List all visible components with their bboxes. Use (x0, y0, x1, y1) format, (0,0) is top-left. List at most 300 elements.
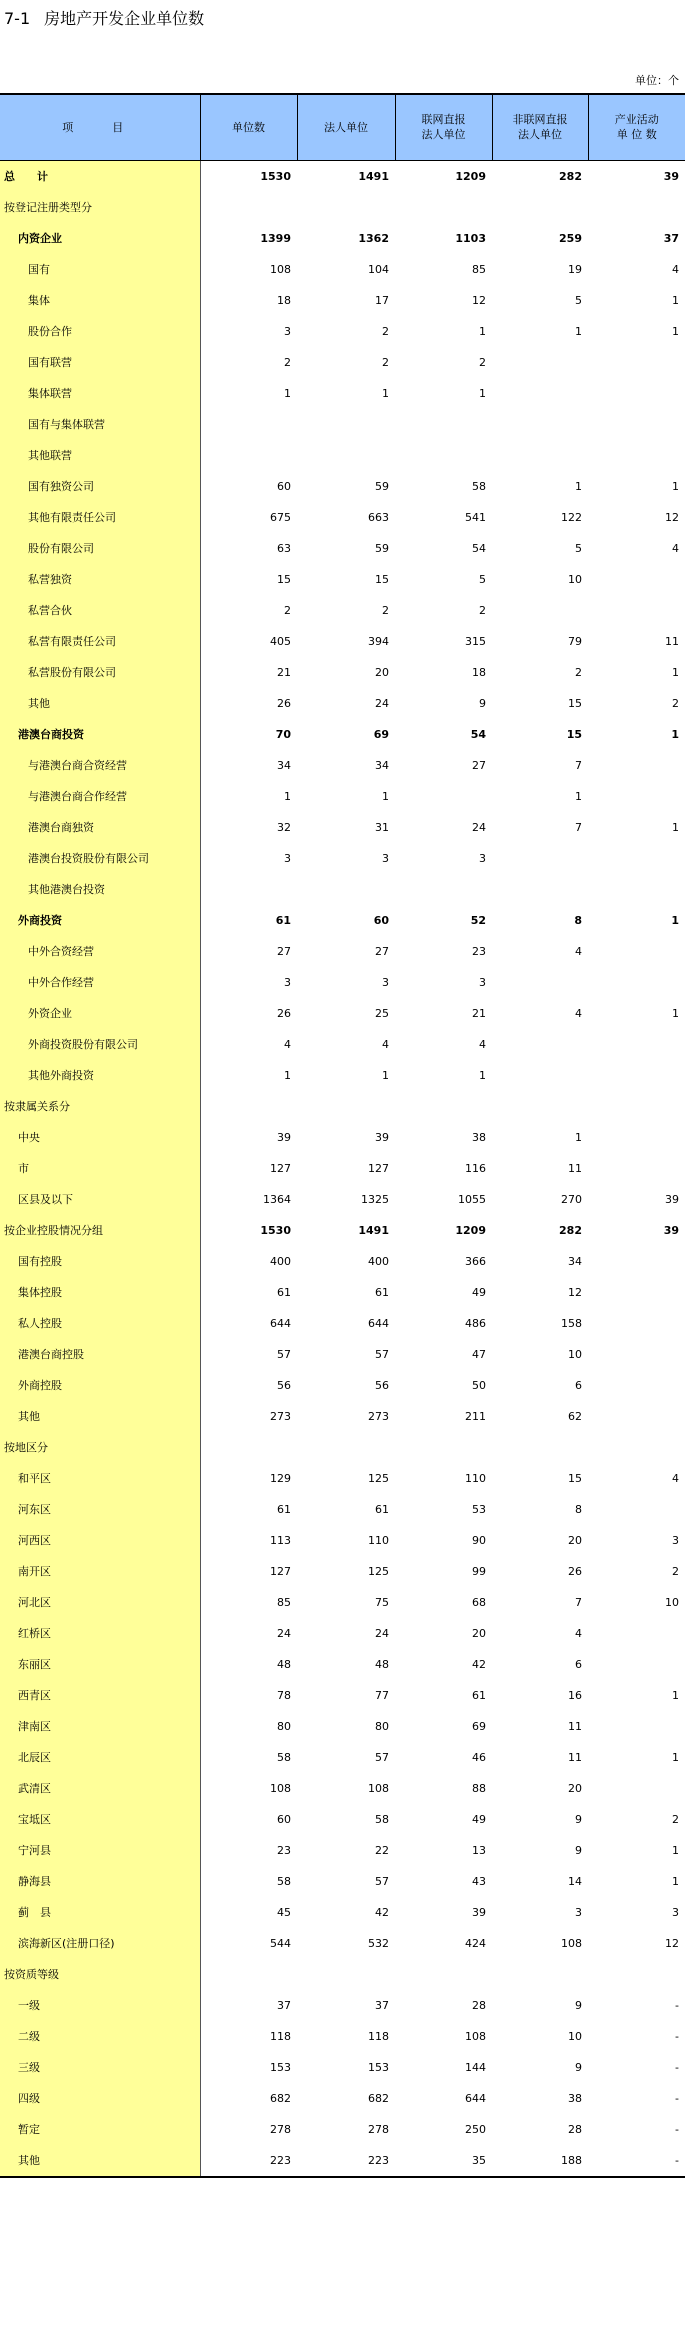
cell-value: 400 (368, 1254, 389, 1268)
row-label: 武清区 (0, 1773, 200, 1804)
cell-value: 37 (375, 1998, 389, 2012)
cell-value: 2 (672, 1812, 679, 1826)
cell-value: 19 (568, 262, 582, 276)
cell-value: 25 (375, 1006, 389, 1020)
cell-value: 1 (284, 1068, 291, 1082)
cell-value: 43 (472, 1874, 486, 1888)
cell-value: 11 (568, 1161, 582, 1175)
row-label: 暂定 (0, 2114, 200, 2145)
table-row (0, 843, 685, 874)
cell-value (588, 1060, 685, 1091)
table-row (0, 1711, 685, 1742)
row-label: 其他港澳台投资 (0, 874, 200, 905)
cell-value: 53 (472, 1502, 486, 1516)
cell-value: 1 (575, 324, 582, 338)
cell-value: 211 (465, 1409, 486, 1423)
cell-value: 1 (479, 324, 486, 338)
row-label: 按隶属关系分 (0, 1091, 200, 1122)
table-row (0, 2021, 685, 2052)
cell-value (588, 1649, 685, 1680)
cell-value: 3 (284, 975, 291, 989)
cell-value: 5 (479, 572, 486, 586)
cell-value: 38 (472, 1130, 486, 1144)
cell-value: 400 (270, 1254, 291, 1268)
cell-value: 90 (472, 1533, 486, 1547)
cell-value (492, 595, 588, 626)
cell-value: 108 (270, 262, 291, 276)
cell-value: 270 (561, 1192, 582, 1206)
table-row (0, 347, 685, 378)
cell-value: 78 (277, 1688, 291, 1702)
cell-value: 61 (277, 1502, 291, 1516)
cell-value: 12 (568, 1285, 582, 1299)
header-activity-units: 产业活动 单 位 数 (588, 94, 685, 160)
cell-value: 59 (375, 479, 389, 493)
cell-value: 113 (270, 1533, 291, 1547)
cell-value: 48 (375, 1657, 389, 1671)
cell-value (588, 781, 685, 812)
cell-value (492, 874, 588, 905)
cell-value (492, 1029, 588, 1060)
table-row (0, 874, 685, 905)
table-row (0, 160, 685, 192)
table-row (0, 1277, 685, 1308)
cell-value: 24 (375, 696, 389, 710)
cell-value: 39 (665, 1192, 679, 1206)
cell-value (200, 874, 297, 905)
cell-value: 8 (575, 1502, 582, 1516)
cell-value: 45 (277, 1905, 291, 1919)
table-row (0, 533, 685, 564)
row-label: 河西区 (0, 1525, 200, 1556)
row-label: 南开区 (0, 1556, 200, 1587)
row-label: 中外合作经营 (0, 967, 200, 998)
cell-value: 127 (368, 1161, 389, 1175)
table-row (0, 1029, 685, 1060)
cell-value: 85 (277, 1595, 291, 1609)
cell-value: 118 (270, 2029, 291, 2043)
cell-value: 1 (672, 324, 679, 338)
cell-value (492, 192, 588, 223)
cell-value (395, 1959, 492, 1990)
cell-value (200, 440, 297, 471)
cell-value: 1 (672, 1688, 679, 1702)
cell-value: 108 (368, 1781, 389, 1795)
table-row (0, 471, 685, 502)
cell-value: 37 (663, 231, 679, 245)
table-row (0, 1742, 685, 1773)
cell-value: 15 (277, 572, 291, 586)
cell-value (588, 192, 685, 223)
row-label: 滨海新区(注册口径) (0, 1928, 200, 1959)
table-row (0, 192, 685, 223)
table-row (0, 2052, 685, 2083)
cell-value: 56 (277, 1378, 291, 1392)
cell-value: 2 (672, 696, 679, 710)
cell-value: 682 (270, 2091, 291, 2105)
row-label: 国有联营 (0, 347, 200, 378)
cell-value: 61 (375, 1502, 389, 1516)
row-label: 集体控股 (0, 1277, 200, 1308)
cell-value: 39 (663, 169, 679, 183)
table-row (0, 564, 685, 595)
cell-value (588, 564, 685, 595)
cell-value (200, 1432, 297, 1463)
cell-value: 61 (375, 1285, 389, 1299)
table-row (0, 1804, 685, 1835)
table-row (0, 1246, 685, 1277)
table-row (0, 936, 685, 967)
cell-value: 532 (368, 1936, 389, 1950)
cell-value: 42 (472, 1657, 486, 1671)
cell-value: 7 (575, 758, 582, 772)
cell-value: 2 (284, 355, 291, 369)
cell-value: 77 (375, 1688, 389, 1702)
table-row (0, 1556, 685, 1587)
unit-label: 单位：个 (635, 74, 679, 87)
cell-value: 1 (382, 1068, 389, 1082)
cell-value: 39 (663, 1223, 679, 1237)
cell-value (200, 1959, 297, 1990)
cell-value: 60 (373, 913, 389, 927)
cell-value: 42 (375, 1905, 389, 1919)
cell-value (395, 1091, 492, 1122)
cell-value: 15 (566, 727, 582, 741)
cell-value (588, 347, 685, 378)
cell-value: 273 (270, 1409, 291, 1423)
cell-value: 1 (575, 1130, 582, 1144)
cell-value: 57 (277, 1347, 291, 1361)
cell-value: 1055 (458, 1192, 486, 1206)
cell-value: 1 (284, 789, 291, 803)
cell-value: 69 (472, 1719, 486, 1733)
table-row (0, 1184, 685, 1215)
cell-value (588, 1959, 685, 1990)
row-label: 按企业控股情况分组 (0, 1215, 200, 1246)
cell-value (395, 781, 492, 812)
table-row (0, 905, 685, 936)
cell-value: 31 (375, 820, 389, 834)
cell-value (492, 378, 588, 409)
cell-value (588, 1711, 685, 1742)
table-row (0, 1928, 685, 1959)
cell-value: 58 (277, 1750, 291, 1764)
cell-value: 20 (375, 665, 389, 679)
cell-value: 1362 (358, 231, 389, 245)
row-label: 和平区 (0, 1463, 200, 1494)
table-number: 7-1 (4, 9, 31, 28)
header-unit-count: 单位数 (200, 94, 297, 160)
cell-value (492, 440, 588, 471)
cell-value: 85 (472, 262, 486, 276)
cell-value: 11 (665, 634, 679, 648)
row-label: 国有独资公司 (0, 471, 200, 502)
cell-value (588, 1308, 685, 1339)
row-label: 静海县 (0, 1866, 200, 1897)
cell-value: 57 (375, 1347, 389, 1361)
cell-value: 158 (561, 1316, 582, 1330)
row-label: 与港澳台商合作经营 (0, 781, 200, 812)
table-row (0, 657, 685, 688)
cell-value: 20 (472, 1626, 486, 1640)
cell-value: 18 (472, 665, 486, 679)
row-label: 按地区分 (0, 1432, 200, 1463)
cell-value: 1 (672, 1874, 679, 1888)
cell-value (588, 1153, 685, 1184)
cell-value: 1103 (455, 231, 486, 245)
cell-value: 2 (479, 603, 486, 617)
cell-value: 127 (270, 1564, 291, 1578)
cell-value: 3 (575, 1905, 582, 1919)
cell-value: 9 (575, 1843, 582, 1857)
cell-value: 4 (672, 541, 679, 555)
cell-value: 69 (373, 727, 389, 741)
cell-value: 1 (672, 479, 679, 493)
cell-value: 1 (672, 1006, 679, 1020)
cell-value: 28 (568, 2122, 582, 2136)
table-row (0, 2114, 685, 2145)
cell-value: 58 (277, 1874, 291, 1888)
table-row (0, 1153, 685, 1184)
cell-value (200, 192, 297, 223)
cell-value: 99 (472, 1564, 486, 1578)
cell-value (395, 192, 492, 223)
cell-value (588, 1246, 685, 1277)
cell-value (588, 874, 685, 905)
cell-value: 1209 (455, 1223, 486, 1237)
cell-value: 26 (277, 1006, 291, 1020)
cell-value: 27 (472, 758, 486, 772)
row-label: 港澳台商投资 (0, 719, 200, 750)
cell-value: 61 (472, 1688, 486, 1702)
cell-value: 62 (568, 1409, 582, 1423)
cell-value (588, 1029, 685, 1060)
cell-value: 4 (575, 944, 582, 958)
cell-value (588, 378, 685, 409)
cell-value: - (675, 1998, 679, 2012)
cell-value: 10 (568, 572, 582, 586)
table-row (0, 1370, 685, 1401)
cell-value: 9 (575, 1812, 582, 1826)
table-body (0, 160, 685, 2176)
cell-value: 1364 (263, 1192, 291, 1206)
table-row (0, 812, 685, 843)
cell-value: 61 (275, 913, 291, 927)
cell-value: 3 (382, 975, 389, 989)
row-label: 港澳台投资股份有限公司 (0, 843, 200, 874)
table-row (0, 285, 685, 316)
cell-value: 223 (270, 2153, 291, 2167)
cell-value: 9 (575, 2060, 582, 2074)
cell-value: 57 (375, 1750, 389, 1764)
cell-value: 682 (368, 2091, 389, 2105)
cell-value (297, 1959, 395, 1990)
table-row (0, 1122, 685, 1153)
cell-value: 1 (671, 727, 679, 741)
table-row (0, 1959, 685, 1990)
cell-value: 4 (479, 1037, 486, 1051)
cell-value: 58 (375, 1812, 389, 1826)
cell-value: 3 (672, 1905, 679, 1919)
cell-value: 46 (472, 1750, 486, 1764)
data-table (0, 93, 685, 2176)
cell-value: 1 (479, 386, 486, 400)
cell-value: 250 (465, 2122, 486, 2136)
cell-value: 47 (472, 1347, 486, 1361)
table-row (0, 1680, 685, 1711)
cell-value: 37 (277, 1998, 291, 2012)
cell-value: 108 (465, 2029, 486, 2043)
cell-value: 2 (672, 1564, 679, 1578)
cell-value: 108 (561, 1936, 582, 1950)
cell-value (492, 1060, 588, 1091)
cell-value: 1325 (361, 1192, 389, 1206)
table-row (0, 1649, 685, 1680)
cell-value: 3 (284, 324, 291, 338)
cell-value: 4 (284, 1037, 291, 1051)
row-label: 市 (0, 1153, 200, 1184)
cell-value (200, 1091, 297, 1122)
row-label: 其他外商投资 (0, 1060, 200, 1091)
cell-value: 1209 (455, 169, 486, 183)
cell-value: 1491 (358, 169, 389, 183)
cell-value: 27 (375, 944, 389, 958)
cell-value: 1 (575, 479, 582, 493)
cell-value: 60 (277, 479, 291, 493)
cell-value: 4 (672, 1471, 679, 1485)
header-online-legal-units: 联网直报 法人单位 (395, 94, 492, 160)
cell-value: 6 (575, 1657, 582, 1671)
cell-value (395, 440, 492, 471)
cell-value: 278 (270, 2122, 291, 2136)
cell-value: 88 (472, 1781, 486, 1795)
cell-value: 16 (568, 1688, 582, 1702)
cell-value: 32 (277, 820, 291, 834)
cell-value: 1530 (260, 1223, 291, 1237)
cell-value: 3 (284, 851, 291, 865)
table-row (0, 688, 685, 719)
table-row (0, 1060, 685, 1091)
cell-value: 6 (575, 1378, 582, 1392)
cell-value: 38 (568, 2091, 582, 2105)
cell-value: 49 (472, 1812, 486, 1826)
cell-value: 2 (284, 603, 291, 617)
row-label: 国有 (0, 254, 200, 285)
cell-value (588, 1618, 685, 1649)
cell-value: 8 (574, 913, 582, 927)
row-label: 外商控股 (0, 1370, 200, 1401)
cell-value (297, 409, 395, 440)
cell-value: 153 (368, 2060, 389, 2074)
cell-value: 1399 (260, 231, 291, 245)
table-row (0, 1897, 685, 1928)
row-label: 其他 (0, 1401, 200, 1432)
cell-value: 63 (277, 541, 291, 555)
cell-value (297, 1432, 395, 1463)
cell-value: 35 (472, 2153, 486, 2167)
row-label: 区县及以下 (0, 1184, 200, 1215)
cell-value: 1 (382, 789, 389, 803)
cell-value: 110 (368, 1533, 389, 1547)
header-item: 项 目 (0, 94, 200, 160)
cell-value: - (675, 2091, 679, 2105)
cell-value: 1530 (260, 169, 291, 183)
table-row (0, 1463, 685, 1494)
cell-value (395, 1432, 492, 1463)
row-label: 港澳台商独资 (0, 812, 200, 843)
cell-value: 50 (472, 1378, 486, 1392)
cell-value: 1 (671, 913, 679, 927)
row-label: 中央 (0, 1122, 200, 1153)
cell-value: 20 (568, 1781, 582, 1795)
cell-value: 127 (270, 1161, 291, 1175)
row-label: 私人控股 (0, 1308, 200, 1339)
cell-value: 1 (672, 1843, 679, 1857)
row-label: 宝坻区 (0, 1804, 200, 1835)
cell-value: - (675, 2153, 679, 2167)
cell-value: 27 (277, 944, 291, 958)
cell-value: 15 (375, 572, 389, 586)
cell-value (395, 409, 492, 440)
cell-value: 644 (368, 1316, 389, 1330)
row-label: 一级 (0, 1990, 200, 2021)
table-row (0, 595, 685, 626)
row-label: 二级 (0, 2021, 200, 2052)
row-label: 与港澳台商合资经营 (0, 750, 200, 781)
cell-value: 1 (479, 1068, 486, 1082)
table-row (0, 967, 685, 998)
cell-value: 5 (575, 293, 582, 307)
cell-value (588, 1432, 685, 1463)
row-label: 外商投资 (0, 905, 200, 936)
table-row (0, 223, 685, 254)
row-label: 按登记注册类型分 (0, 192, 200, 223)
row-label: 股份有限公司 (0, 533, 200, 564)
cell-value: 1 (672, 820, 679, 834)
row-label: 宁河县 (0, 1835, 200, 1866)
cell-value: 405 (270, 634, 291, 648)
table-row (0, 626, 685, 657)
cell-value (492, 843, 588, 874)
cell-value: 23 (472, 944, 486, 958)
cell-value: 49 (472, 1285, 486, 1299)
cell-value: 282 (559, 1223, 582, 1237)
cell-value (588, 1494, 685, 1525)
cell-value (588, 595, 685, 626)
cell-value: 4 (382, 1037, 389, 1051)
row-label: 蓟 县 (0, 1897, 200, 1928)
cell-value: 1 (382, 386, 389, 400)
cell-value: 15 (568, 696, 582, 710)
table-row (0, 781, 685, 812)
header-offline-legal-units: 非联网直报 法人单位 (492, 94, 588, 160)
cell-value (588, 1091, 685, 1122)
table-row (0, 1215, 685, 1246)
cell-value: 1 (672, 1750, 679, 1764)
cell-value: 80 (375, 1719, 389, 1733)
cell-value (588, 1339, 685, 1370)
cell-value: - (675, 2122, 679, 2136)
cell-value (297, 874, 395, 905)
cell-value: 144 (465, 2060, 486, 2074)
cell-value (297, 1091, 395, 1122)
cell-value (588, 1277, 685, 1308)
cell-value: 75 (375, 1595, 389, 1609)
row-label: 集体 (0, 285, 200, 316)
cell-value: 24 (472, 820, 486, 834)
cell-value: 7 (575, 820, 582, 834)
table-row (0, 2145, 685, 2176)
